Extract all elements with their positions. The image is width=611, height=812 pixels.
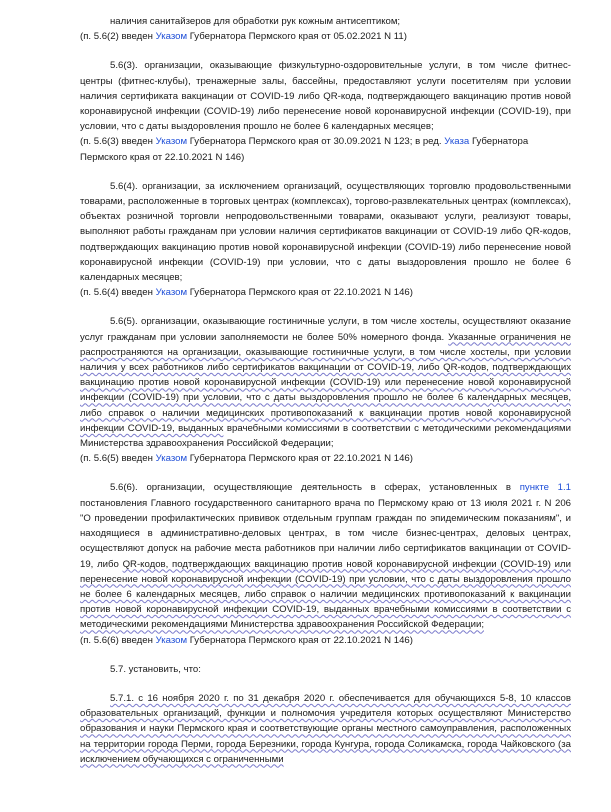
amendment-note [80,633,571,648]
amendment-note [80,285,571,300]
paragraph-5-6-3 [80,58,571,134]
decree-link[interactable]: Указом [155,453,188,465]
paragraph-text: наличия санитайзеров для обработки рук кожным антисептиком; [110,16,401,27]
paragraph-5-6-5 [80,314,571,451]
decree-link[interactable]: Указом [155,136,188,148]
amendment-note [80,134,571,164]
note-text: Губернатора Пермского края от 22.10.2021 N 146) [187,634,413,646]
note-text: (п. 5.6(3) введен [80,136,156,148]
note-text: (п. 5.6(2) введен [80,31,156,43]
amendment-note [80,29,571,44]
paragraph-text: 5.6(4). организации, за исключением организаций, осуществляющих торговлю продовольственными товарами, расположенные в торговых центрах (комплексах), торгово-развлекательных центрах (комплексах), объектах розничной торговли непродовольственными товарами, оказывают услуги, реализуют товары, выполняют работы гражданам при условии наличия сертификатов вакцинации от COVID-19 либо QR-кодов, подтверждающих вакцинацию против новой коронавирусной инфекции (COVID-19) либо перенесение новой коронавирусной инфекции (COVID-19) при условии, что с даты выздоровления прошло не более 6 календарных месяцев; [80,180,571,284]
decree-link[interactable]: Указом [155,634,188,646]
paragraph-end [80,0,571,29]
note-text: (п. 5.6(6) введен [80,634,156,646]
note-text: (п. 5.6(4) введен [80,287,156,299]
paragraph-text: врачебными комиссиями в соответствии с методическими рекомендациями Министерства здравоохранения Российской Федерации; [80,422,571,450]
note-text: Губернатора Пермского края от 30.09.2021 N 123; в ред. [187,136,445,148]
paragraph-text: 5.6(5). организации, оказывающие гостиничные услуги, в том числе хостелы, осуществляют оказание услуг гражданам при условии заполняемости не более 50% номерного фонда. [80,316,571,343]
paragraph-5-6-4 [80,179,571,285]
paragraph-text: 5.6(3). организации, оказывающие физкультурно-оздоровительные услуги, в том числе фитнес-центры (фитнес-клубы), тренажерные залы, бассейны, предоставляют услуги посетителям при условии наличия сертификата вакцинации от COVID-19 либо QR-кода, подтверждающего вакцинацию против новой коронавирусной инфекции (COVID-19) либо перенесение новой коронавирусной инфекции (COVID-19), при условии, что с даты выздоровления прошло не более 6 календарных месяцев; [80,60,571,133]
edited-text: 5.7.1. с 16 ноября 2020 г. по 31 декабря 2020 г. обеспечивается для обучающихся 5-8, 10 классов образовательных организаций, функции и полномочия учредителя которых осуществляют Министерство образования и науки Пермского края и соответствующие органы местного самоуправления, расположенных на территории города Перми, города Березники, города Кунгура, города Соликамска, города Чайковского (за исключением обучающихся с ограниченными [80,692,571,765]
note-text: Губернатора Пермского края от 22.10.2021 N 146) [187,287,413,299]
decree-link[interactable]: Указа [444,136,470,148]
edited-text: QR-кодов, подтверждающих вакцинацию против новой коронавирусной инфекции (COVID-19) или перенесение новой коронавирусной инфекции (COVID-19) при условии, что с даты выздоровления прошло не более 6 календарных месяцев, либо справок о наличии медицинских противопоказаний к вакцинации против новой коронавирусной инфекции COVID-19, выданных врачебными комиссиями в соответствии с методическими рекомендациями Министерства здравоохранения Российской Федерации; [80,558,571,631]
note-text: (п. 5.6(5) введен [80,453,156,465]
edited-text: Указанные ограничения не распространяются на организации, оказывающие гостиничные услуги, в том числе хостелы, при условии наличия у всех работников либо сертификатов вакцинации от COVID-19, либо QR-кодов, подтверждающих вакцинацию против новой коронавирусной инфекции (COVID-19) или перенесение новой коронавирусной инфекции (COVID-19) при условии, что с даты выздоровления прошло не более 6 календарных месяцев, либо справок о наличии медицинских противопоказаний к вакцинации против новой коронавирусной инфекции COVID-19, выданных [80,331,571,434]
amendment-note [80,451,571,466]
note-text: Губернатора Пермского края от 22.10.2021 N 146) [187,453,413,465]
paragraph-text: 5.7. установить, что: [110,663,201,675]
paragraph-5-6-6 [80,480,571,632]
decree-link[interactable]: Указом [155,31,188,43]
paragraph-text: постановления Главного государственного санитарного врача по Пермскому краю от 13 июля 2021 г. N 206 "О проведении профилактических прививок отдельным группам граждан по эпидемическим показаниям", и находящиеся в административно-деловых центрах, в том числе бизнес-центрах, деловых центрах, осуществляют допуск на рабочие места работников при наличии либо сертификатов вакцинации от COVID-19, либо [80,497,571,570]
paragraph-text: 5.6(6). организации, осуществляющие деятельность в сферах, установленных в [110,482,520,494]
decree-link[interactable]: Указом [155,287,188,299]
paragraph-5-7-1 [80,691,571,767]
paragraph-5-7 [80,662,571,677]
note-text: Губернатора Пермского края от 22.10.2021 N 146) [80,136,529,163]
note-text: Губернатора Пермского края от 05.02.2021 N 11) [187,31,407,43]
clause-link[interactable]: пункте 1.1 [519,482,571,494]
